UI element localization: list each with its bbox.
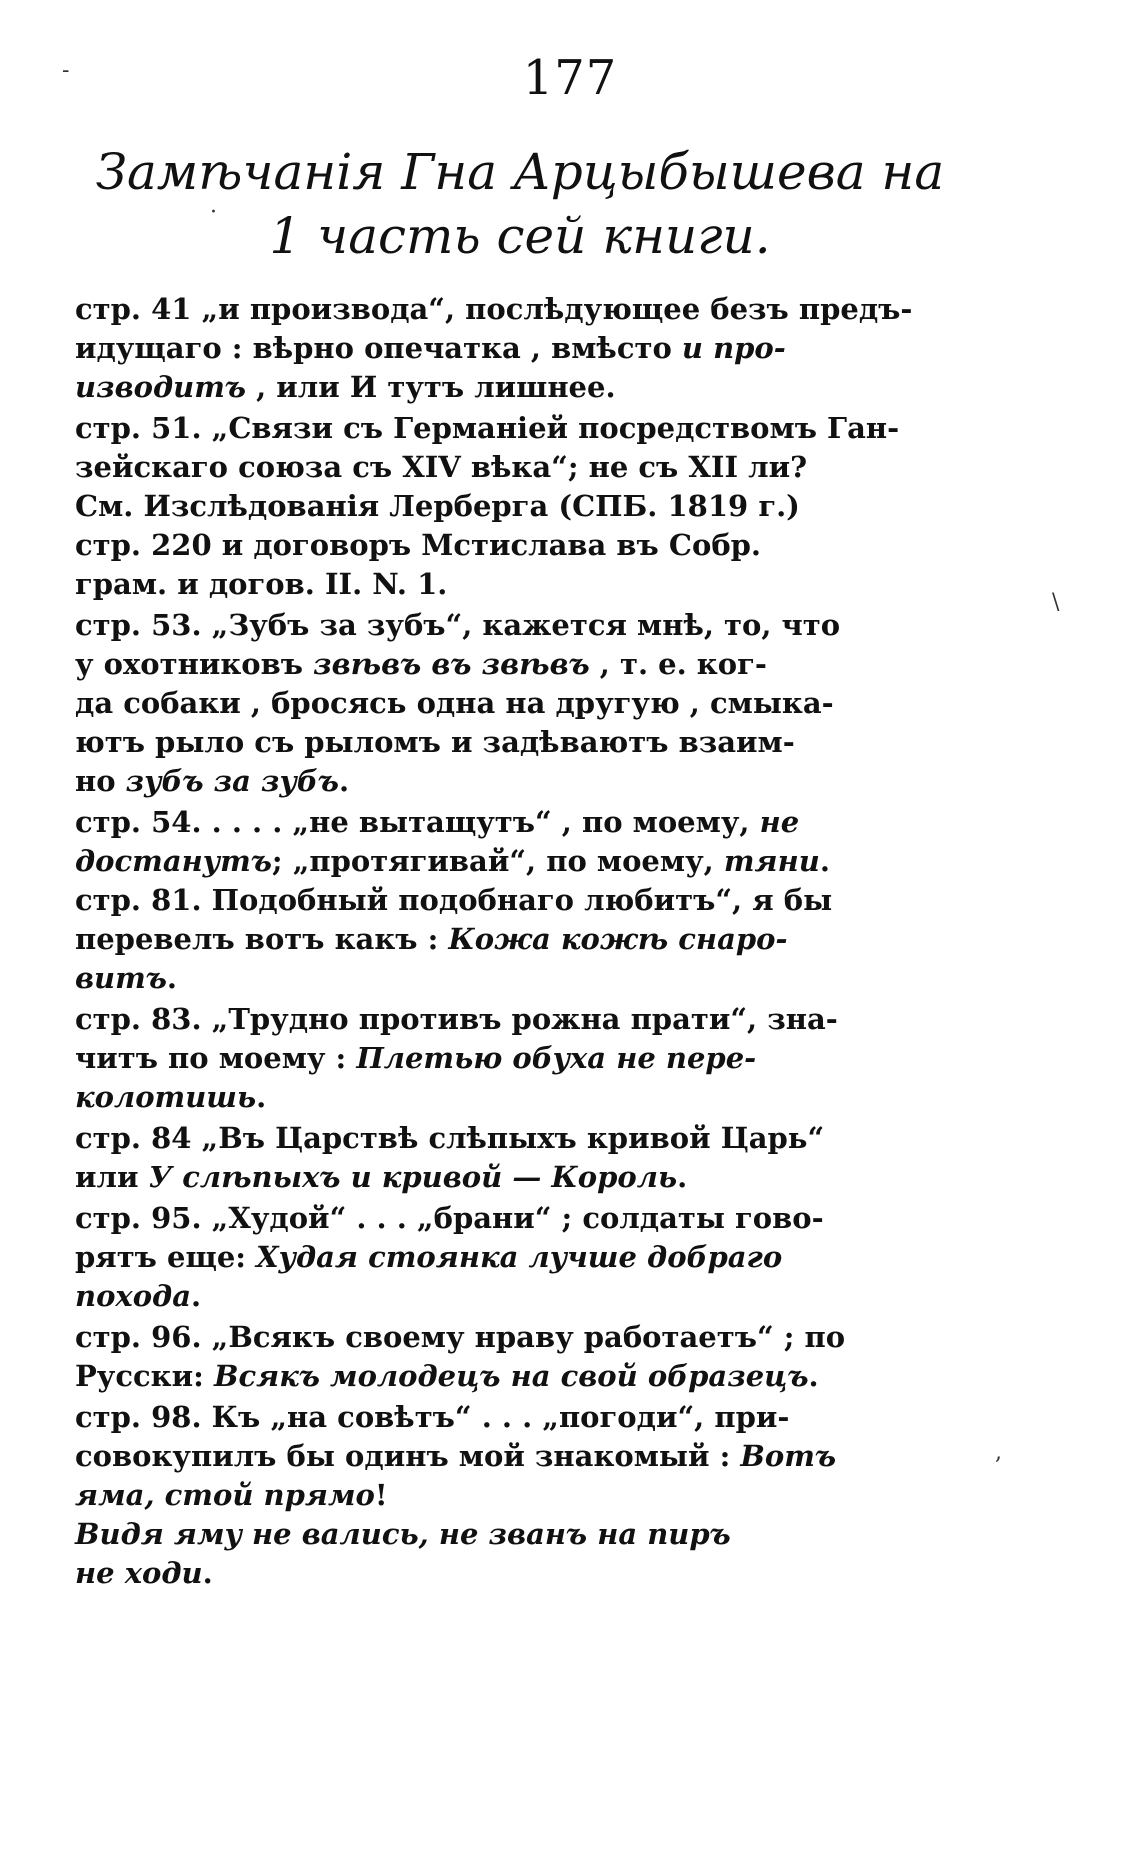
text-segment: стр. 81. Подобный подобнаго любитъ“, я бы [75, 883, 833, 917]
note-entry [75, 1000, 975, 1117]
text-segment: стр. 83. „Трудно противъ рожна прати“, зна- [75, 1002, 838, 1036]
text-segment: перевелъ вотъ какъ : [75, 922, 449, 956]
italic-text: похода [75, 1279, 192, 1313]
print-speck: · [210, 200, 217, 225]
italic-text: достанутъ [75, 844, 272, 878]
text-segment: рятъ еще: [75, 1240, 257, 1274]
entry-line [75, 920, 975, 959]
entry-line [75, 606, 975, 645]
text-segment: Русски: [75, 1359, 214, 1393]
entry-line [75, 487, 975, 526]
note-entry [75, 606, 975, 801]
text-segment: стр. 51. „Связи съ Германіей посредствомъ Ган- [75, 411, 900, 445]
entry-line [75, 1318, 975, 1357]
entry-line [75, 1158, 975, 1197]
text-segment: или [75, 1160, 149, 1194]
text-segment: , или И тутъ лишнее. [246, 370, 616, 404]
note-entry [75, 1119, 975, 1197]
text-segment: стр. 53. „Зубъ за зубъ“, кажется мнѣ, то, что [75, 608, 841, 642]
entry-line [75, 1277, 975, 1316]
entry-line [75, 1398, 975, 1437]
text-segment: грам. и догов. II. N. 1. [75, 567, 448, 601]
notes-list [75, 290, 975, 1595]
title-line-2: 1 часть сей книги. [269, 207, 771, 265]
text-segment: , т. е. ког- [589, 647, 767, 681]
text-segment: . [202, 1556, 213, 1590]
text-segment: идущаго : вѣрно опечатка , вмѣсто [75, 331, 682, 365]
entry-line [75, 1078, 975, 1117]
italic-text: Вотъ [740, 1439, 837, 1473]
entry-line [75, 1476, 975, 1515]
text-segment: да собаки , бросясь одна на другую , смыка- [75, 686, 834, 720]
entry-line [75, 368, 975, 407]
page-number: 177 [522, 50, 618, 106]
entry-line [75, 329, 975, 368]
entry-line [75, 645, 975, 684]
entry-line [75, 1000, 975, 1039]
entry-line [75, 803, 975, 842]
entry-line [75, 1437, 975, 1476]
entry-line [75, 959, 975, 998]
text-segment: ; „протягивай“, по моему, [271, 844, 724, 878]
entry-line [75, 1238, 975, 1277]
text-segment: ютъ рыло съ рыломъ и задѣваютъ взаим- [75, 725, 795, 759]
entry-line [75, 723, 975, 762]
entry-line [75, 290, 975, 329]
italic-text: звѣвъ въ звѣвъ [313, 647, 590, 681]
note-entry [75, 1398, 975, 1593]
text-segment: . [808, 1359, 819, 1393]
italic-text: не [759, 805, 800, 839]
italic-text: витъ [75, 961, 167, 995]
text-segment: ! [374, 1478, 388, 1512]
entry-line [75, 842, 975, 881]
note-entry [75, 1318, 975, 1396]
print-speck: \ [1052, 590, 1060, 615]
text-segment: зейскаго союза съ XIV вѣка“; не съ XII ли? [75, 450, 808, 484]
entry-line [75, 526, 975, 565]
entry-line [75, 881, 975, 920]
text-segment: стр. 84 „Въ Царствѣ слѣпыхъ кривой Царь“ [75, 1121, 825, 1155]
entry-line [75, 448, 975, 487]
italic-text: и про- [681, 331, 786, 365]
text-segment: стр. 96. „Всякъ своему нраву работаетъ“ ; по [75, 1320, 846, 1354]
text-segment: . [819, 844, 830, 878]
italic-text: Видя яму не вались, не званъ на пиръ [75, 1517, 731, 1551]
entry-line [75, 762, 975, 801]
text-segment: но [75, 764, 126, 798]
entry-line [75, 1039, 975, 1078]
italic-text: яма, стой прямо [75, 1478, 375, 1512]
italic-text: тяни [723, 844, 820, 878]
note-entry [75, 290, 975, 407]
print-speck: - [62, 58, 70, 83]
note-entry [75, 1199, 975, 1316]
note-entry [75, 409, 975, 604]
text-segment: См. Изслѣдованія Лерберга (СПБ. 1819 г.) [75, 489, 800, 523]
italic-text: Всякъ молодецъ на свой образецъ [213, 1359, 809, 1393]
entry-line [75, 1119, 975, 1158]
text-segment: . [338, 764, 350, 798]
entry-line [75, 1515, 975, 1554]
entry-line [75, 1357, 975, 1396]
text-segment: стр. 98. Къ „на совѣтъ“ . . . „погоди“, при- [75, 1400, 790, 1434]
italic-text: Плетью обуха не пере- [356, 1041, 757, 1075]
italic-text: зубъ за зубъ [125, 764, 339, 798]
entry-line [75, 409, 975, 448]
italic-text: изводитъ [75, 370, 246, 404]
text-segment: читъ по моему : [75, 1041, 357, 1075]
italic-text: Худая стоянка лучше добраго [256, 1240, 783, 1274]
entry-line [75, 1554, 975, 1593]
section-title [60, 140, 980, 268]
note-entry [75, 803, 975, 998]
text-segment: стр. 54. . . . . „не вытащутъ“ , по моему, [75, 805, 760, 839]
text-segment: . [166, 961, 178, 995]
print-speck: , [995, 1440, 1002, 1465]
text-segment: . [191, 1279, 202, 1313]
text-segment: совокупилъ бы одинъ мой знакомый : [75, 1439, 741, 1473]
entry-line [75, 1199, 975, 1238]
italic-text: колотишь [75, 1080, 257, 1114]
italic-text: У слѣпыхъ и кривой — Король [148, 1160, 678, 1194]
text-segment: . [256, 1080, 267, 1114]
text-segment: стр. 41 „и производа“, послѣдующее безъ предъ- [75, 292, 913, 326]
italic-text: не ходи [75, 1556, 203, 1590]
entry-line [75, 565, 975, 604]
text-segment: стр. 95. „Худой“ . . . „брани“ ; солдаты гово- [75, 1201, 824, 1235]
text-segment: стр. 220 и договоръ Мстислава въ Собр. [75, 528, 762, 562]
italic-text: Кожа кожѣ снаро- [448, 922, 788, 956]
entry-line [75, 684, 975, 723]
text-segment: . [677, 1160, 688, 1194]
text-segment: у охотниковъ [75, 647, 314, 681]
title-line-1: Замѣчанія Гна Арцыбышева на [95, 143, 945, 201]
